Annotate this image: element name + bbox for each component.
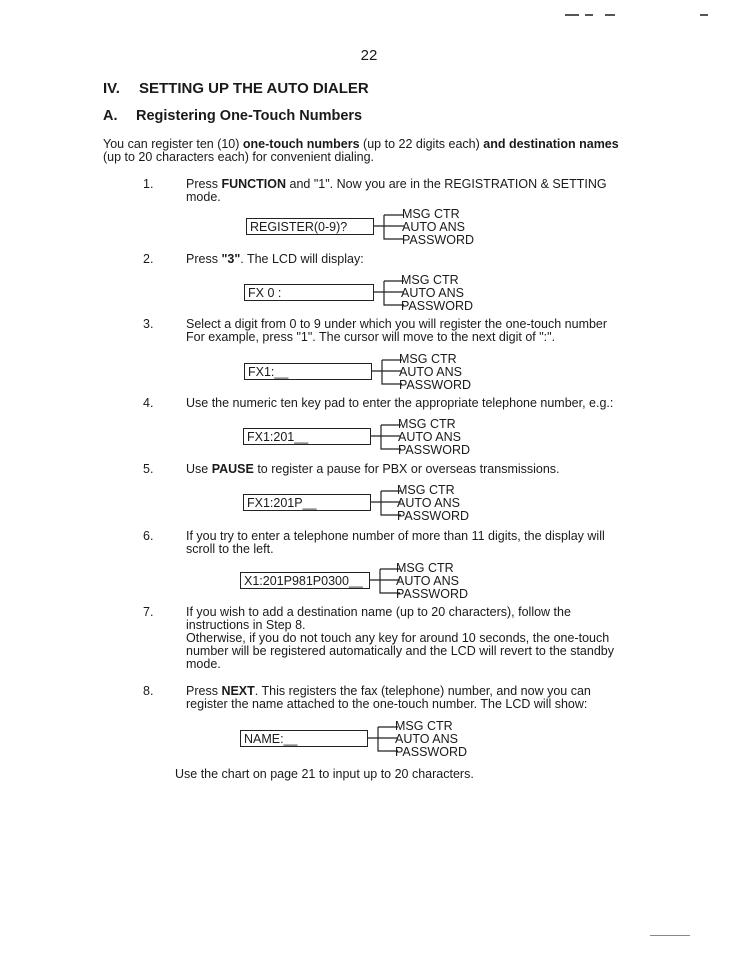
lcd-connector xyxy=(372,354,402,390)
step-text: Press "3". The LCD will display: xyxy=(186,252,364,266)
lcd-labels: MSG CTR AUTO ANS PASSWORD xyxy=(401,273,473,313)
label-password: PASSWORD xyxy=(402,233,474,247)
intro-bold-1: one-touch numbers xyxy=(242,137,360,151)
step-text: Use the numeric ten key pad to enter the appropriate telephone number, e.g.: xyxy=(186,396,614,410)
step-number: 3. xyxy=(143,317,154,331)
lcd-connector xyxy=(371,419,401,455)
step-number: 7. xyxy=(143,605,154,619)
section-number: IV. xyxy=(103,80,120,97)
lcd-display: FX1:__ xyxy=(244,363,372,380)
step-number: 4. xyxy=(143,396,154,410)
step-number: 8. xyxy=(143,684,154,698)
lcd-display: FX 0 : xyxy=(244,284,374,301)
step-number: 1. xyxy=(143,177,154,191)
label-auto-ans: AUTO ANS xyxy=(402,220,465,234)
lcd-connector xyxy=(374,209,404,245)
lcd-connector xyxy=(368,721,398,757)
lcd-display: NAME:__ xyxy=(240,730,368,747)
scan-mark xyxy=(585,14,593,16)
label-msg-ctr: MSG CTR xyxy=(402,207,460,221)
step-text: If you wish to add a destination name (up to 20 characters), follow the instructions in Step 8. Otherwise, if you do not touch any key for around 10 seconds, the one-touch number will be registered automatically and the LCD will revert to the standby mode. xyxy=(186,605,614,671)
page-number: 22 xyxy=(360,47,378,64)
scan-mark xyxy=(700,14,708,16)
intro-text-3: (up to 20 characters each) for convenient dialing. xyxy=(103,150,374,164)
scan-mark xyxy=(650,935,690,936)
subsection-title: Registering One-Touch Numbers xyxy=(136,108,363,124)
step-text: Press NEXT. This registers the fax (telephone) number, and now you can register the name attached to the one-touch number. The LCD will show: xyxy=(186,684,591,711)
lcd-labels xyxy=(402,208,474,247)
scan-mark xyxy=(565,14,579,16)
intro-text-2: (up to 22 digits each) xyxy=(359,137,484,151)
lcd-labels: MSG CTR AUTO ANS PASSWORD xyxy=(398,417,470,457)
lcd-connector xyxy=(374,275,404,311)
step-text: Press FUNCTION and "1". Now you are in the REGISTRATION & SETTING mode. xyxy=(186,177,607,204)
scan-mark xyxy=(605,14,615,16)
lcd-display: REGISTER(0-9)? xyxy=(246,218,374,235)
closing-note: Use the chart on page 21 to input up to 20 characters. xyxy=(175,767,474,781)
step-number: 2. xyxy=(143,252,154,266)
section-title: SETTING UP THE AUTO DIALER xyxy=(139,80,369,97)
step-number: 5. xyxy=(143,462,154,476)
step-number: 6. xyxy=(143,529,154,543)
section-heading xyxy=(103,80,369,97)
intro-bold-2: and destination names xyxy=(483,137,619,151)
lcd-display: FX1:201__ xyxy=(243,428,371,445)
intro-text-1: You can register ten (10) xyxy=(103,137,243,151)
step-text: Use PAUSE to register a pause for PBX or overseas transmissions. xyxy=(186,462,560,476)
step-text: If you try to enter a telephone number of more than 11 digits, the display will scroll to the left. xyxy=(186,529,605,556)
subsection-letter: A. xyxy=(103,108,118,124)
intro-paragraph xyxy=(103,138,623,164)
lcd-labels: MSG CTR AUTO ANS PASSWORD xyxy=(396,561,468,601)
lcd-labels: MSG CTR AUTO ANS PASSWORD xyxy=(395,719,467,759)
lcd-labels: MSG CTR AUTO ANS PASSWORD xyxy=(397,483,469,523)
step-text: Select a digit from 0 to 9 under which you will register the one-touch number For example, press "1". The cursor will move to the next digit of ":". xyxy=(186,317,608,344)
lcd-display: X1:201P981P0300__ xyxy=(240,572,370,589)
subsection-heading xyxy=(103,108,362,124)
lcd-labels: MSG CTR AUTO ANS PASSWORD xyxy=(399,352,471,392)
lcd-display: FX1:201P__ xyxy=(243,494,371,511)
